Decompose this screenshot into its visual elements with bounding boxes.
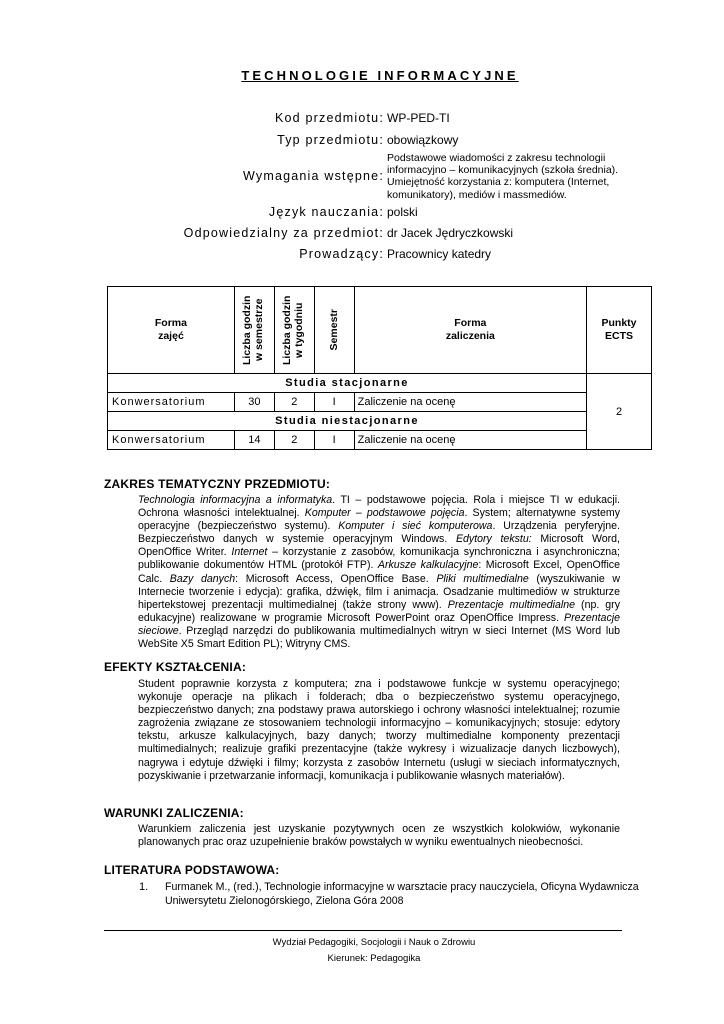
document-title: TECHNOLOGIE INFORMACYJNE [241,68,519,83]
header-hours-semester [234,287,274,374]
footer-faculty: Wydział Pedagogiki, Socjologii i Nauk o Zdrowiu [272,937,476,948]
header-pass-form [354,287,586,374]
header-hours-week-text: Liczba godzin w tygodniu [281,295,306,365]
literature-item-number: 1. [139,881,149,893]
scope-term: Komputer i sieć komputerowa [338,520,493,533]
meta-responsible-row [0,226,724,246]
footer-field: Kierunek: Pedagogika [327,953,421,964]
meta-code-value: WP-PED-TI [387,111,450,125]
scope-fragment: – korzystanie z zasobów, komunikacja synchroniczna i asynchroniczna; publikowanie dokumentów HTML (protokół FTP). [138,546,620,572]
header-semester-text: Semestr [328,309,341,351]
header-semester [314,287,354,374]
scope-fragment: . TI – podstawowe pojęcia. Rola i miejsce TI w edukacji. Ochrona własności intelektualnej. [138,494,620,520]
cell-hours-week: 2 [274,393,314,412]
scope-term: Komputer – podstawowe pojęcia [304,507,465,520]
course-table [107,286,652,450]
cell-semester: I [314,431,354,450]
cell-pass-form: Zaliczenie na ocenę [354,431,586,450]
scope-fragment: Microsoft Word, OpenOffice Writer. [138,533,621,559]
meta-type-label: Typ przedmiotu: [277,133,384,147]
cell-form: Konwersatorium [108,393,235,412]
header-ects [587,287,652,374]
scope-fragment: (wyszukiwanie w Internecie tworzenie i edycja): grafika, dźwięk, film i animacja. Osadzanie multimediów w strukturze hipertekstowej prezentacji multimedialnej (także strony www). [138,572,621,611]
cell-form: Konwersatorium [108,431,235,450]
scope-term: Bazy danych [169,572,236,585]
scope-heading: ZAKRES TEMATYCZNY PRZEDMIOTU: [104,477,331,491]
scope-term: Edytory tekstu: [455,533,532,546]
meta-code-row [0,111,724,131]
cell-hours-semester: 30 [234,393,274,412]
meta-lecturer-row [0,247,724,267]
scope-term: Technologia informacyjna a informatyka [138,494,333,506]
meta-responsible-value: dr Jacek Jędryczkowski [387,226,514,240]
table-row [108,431,652,450]
conditions-heading: WARUNKI ZALICZENIA: [104,806,244,820]
header-hours-semester-text: Liczba godzin w semestrze [241,295,266,365]
scope-term: Pliki multimedialne [436,572,529,585]
meta-language-row [0,205,724,225]
scope-term: Prezentacje sieciowe [138,611,620,637]
literature-heading: LITERATURA PODSTAWOWA: [104,863,280,877]
scope-fragment: : Microsoft Access, OpenOffice Base. [235,572,437,585]
scope-fragment: . System; alternatywne systemy operacyjne (bezpieczeństwo systemu). [138,507,621,533]
cell-hours-week: 2 [274,431,314,450]
section-title-stationary: Studia stacjonarne [108,374,587,393]
scope-term: Internet [231,546,268,559]
ects-value: 2 [587,374,652,450]
section-row [108,374,652,393]
section-title-extramural: Studia niestacjonarne [108,412,587,431]
meta-code-label: Kod przedmiotu: [274,111,384,125]
literature-item: Furmanek M., (red.), Technologie informacyjne w warsztacie pracy nauczyciela, Oficyna Wydawnicza Uniwersytetu Zielonogórskiego, Zielona Góra 2008 [165,881,639,907]
cell-hours-semester: 14 [234,431,274,450]
header-pass-form-text: Forma zaliczenia [445,317,495,342]
meta-requirements-value: Podstawowe wiadomości z zakresu technologii informacyjno – komunikacyjnych (szkoła średnia). Umiejętność korzystania z: komputera (Internet, komunikatory), mediów i massmediów. [387,152,619,201]
meta-requirements-label: Wymagania wstępne: [243,169,384,183]
header-form-text: Forma zajęć [154,317,187,342]
conditions-text: Warunkiem zaliczenia jest uzyskanie pozytywnych ocen ze wszystkich kolokwiów, wykonanie planowanych prac oraz uzupełnienie braków powstałych w wyniku ewentualnych nieobecności. [138,823,620,849]
header-ects-text: Punkty ECTS [601,317,637,342]
meta-lecturer-value: Pracownicy katedry [387,247,492,261]
scope-fragment: : Microsoft Excel, OpenOffice Calc. [138,559,620,585]
scope-text [138,494,620,651]
meta-type-value: obowiązkowy [387,133,459,147]
cell-pass-form: Zaliczenie na ocenę [354,393,586,412]
scope-fragment: . Urządzenia peryferyjne. Bezpieczeństwo danych w systemie operacyjnym Windows. [138,520,621,546]
footer-divider [104,930,622,931]
meta-lecturer-label: Prowadzący: [299,247,384,261]
scope-term: Prezentacje multimedialne [447,598,576,611]
table-row [108,393,652,412]
meta-responsible-label: Odpowiedzialny za przedmiot: [183,226,384,240]
outcomes-heading: EFEKTY KSZTAŁCENIA: [104,660,247,674]
meta-type-row [0,133,724,153]
outcomes-text: Student poprawnie korzysta z komputera; zna i podstawowe funkcje w systemu operacyjnego; wykonuje operacje na plikach i folderach; dba o bezpieczeństwo systemu operacyjnego, bezpieczeństwo danych; zna podstawy prawa autorskiego i ochrony własności intelektualnej; rozumie zagrożenia związane ze stosowaniem technologii informacyjno – komunikacyjnych; stosuje: edytory tekstu, arkusze kalkulacyjnych, bazy danych; tworzy multimedialne komponenty prezentacji multimedialnych; realizuje grafiki prezentacyjne (także wykresy i wizualizacje danych liczbowych), nagrywa i edytuje dźwięki i filmy; korzysta z zasobów Internetu (usługi w sieciach informatycznych, pozyskiwanie i przetwarzanie informacji, komunikacja i publikowanie własnych materiałów). [138,678,620,782]
scope-fragment: (np. gry edukacyjne) realizowane w programie Microsoft PowerPoint oraz OpenOffice Impress. [138,598,621,624]
header-hours-week [274,287,314,374]
meta-language-label: Język nauczania: [268,205,384,219]
section-row [108,412,652,431]
scope-fragment: . Przegląd narzędzi do publikowania multimedialnych witryn w sieci Internet (MS Word lub WebSite X5 Smart Edition PL); Witryny CMS. [138,624,620,651]
meta-language-value: polski [387,205,418,219]
header-form [108,287,235,374]
table-header-row [108,287,652,374]
cell-semester: I [314,393,354,412]
scope-term: Arkusze kalkulacyjne [377,559,479,572]
